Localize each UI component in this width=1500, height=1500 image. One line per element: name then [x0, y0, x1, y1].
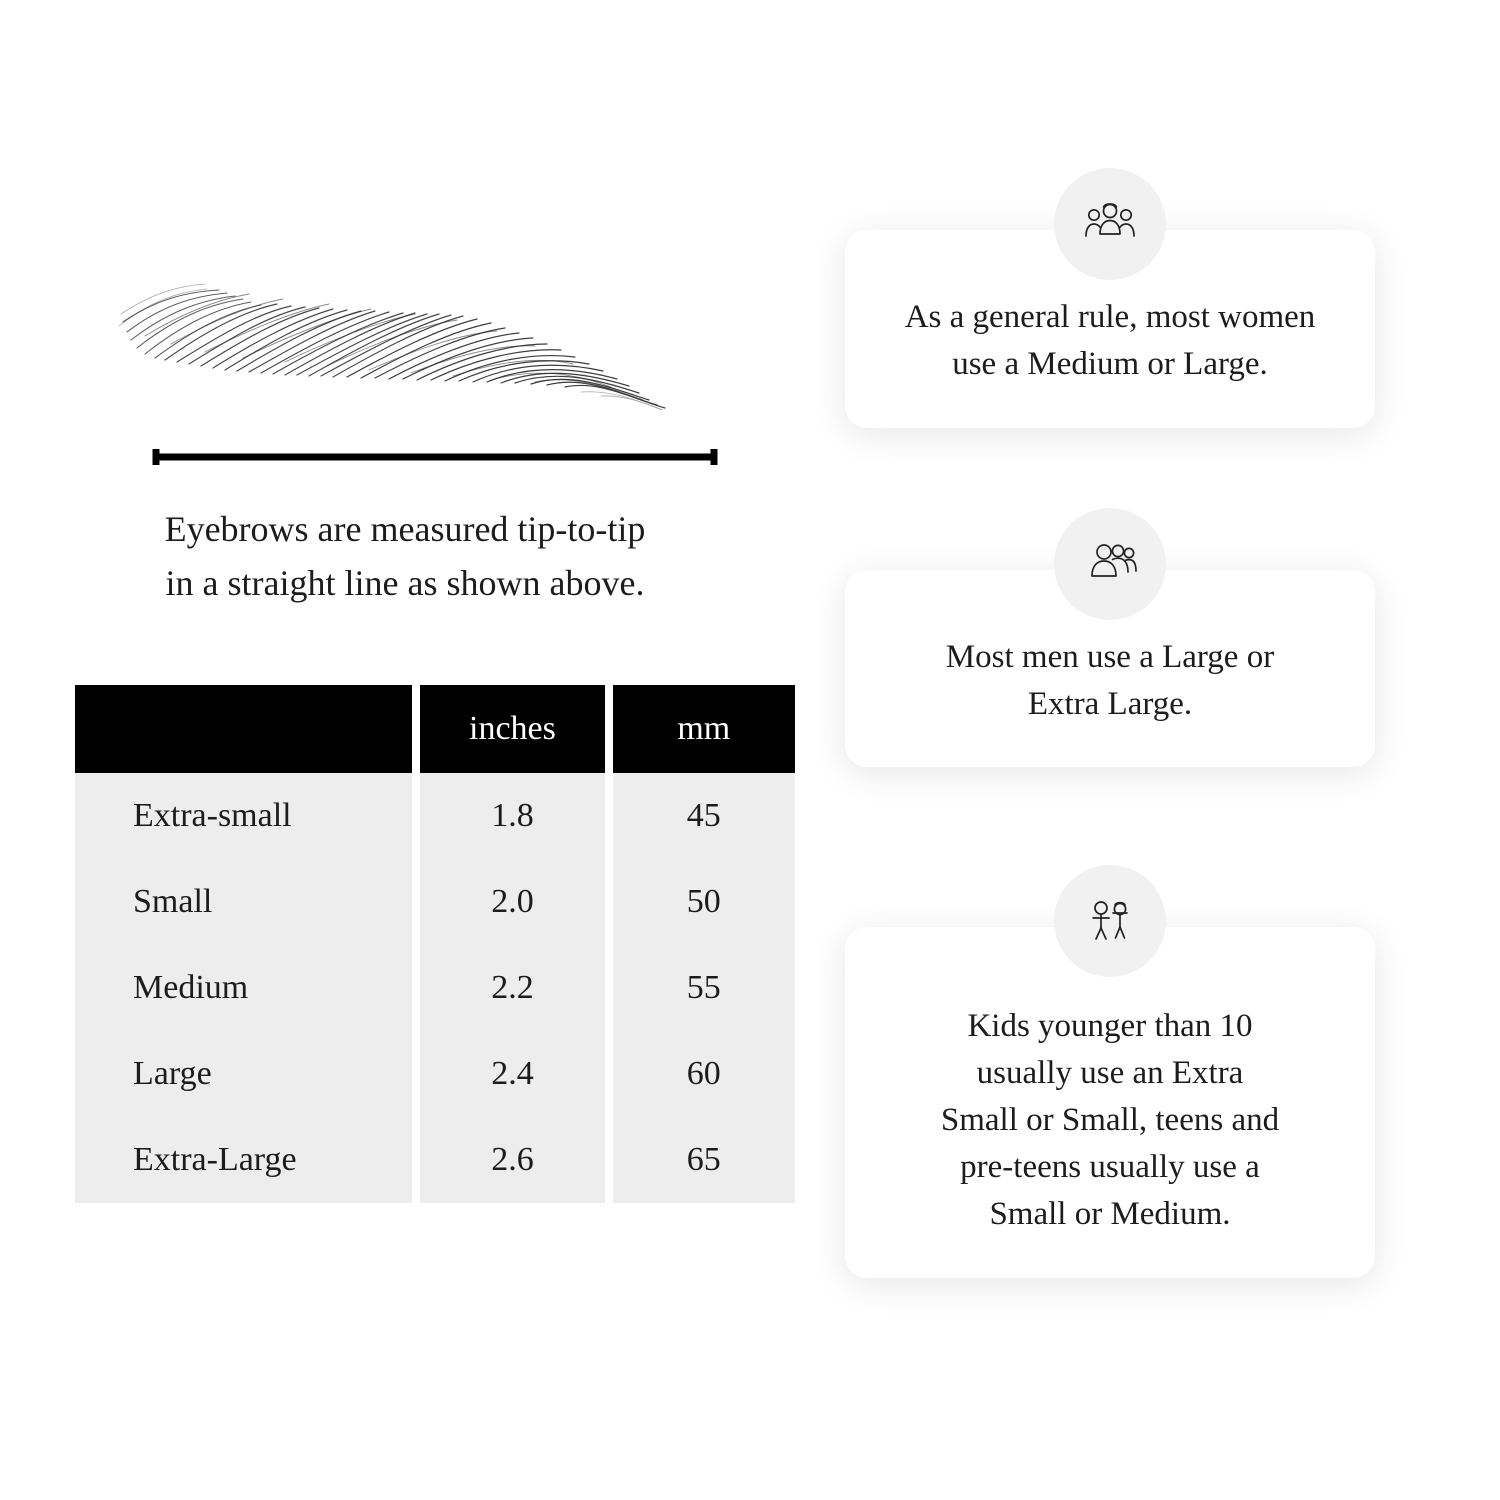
- size-inches: 2.6: [420, 1117, 612, 1203]
- size-mm: 55: [613, 945, 795, 1031]
- column-header-inches: inches: [420, 685, 612, 773]
- men-group-icon: [1054, 508, 1166, 620]
- table-body: [75, 773, 795, 1203]
- size-name: Medium: [75, 945, 420, 1031]
- size-inches: 2.0: [420, 859, 612, 945]
- note-line: Kids younger than 10: [967, 1008, 1253, 1045]
- right-column: [830, 0, 1500, 1500]
- size-mm: 50: [613, 859, 795, 945]
- kids-icon: [1054, 865, 1166, 977]
- size-mm: 60: [613, 1031, 795, 1117]
- table-row: [75, 773, 795, 859]
- note-line: Small or Small, teens and: [940, 1102, 1280, 1139]
- note-line: Most men use a Large or: [945, 638, 1275, 675]
- figure-caption: [75, 502, 735, 610]
- size-mm: 45: [613, 773, 795, 859]
- note-card-men: [845, 570, 1375, 768]
- table-row: [75, 1117, 795, 1203]
- measurement-bar: [150, 445, 720, 469]
- note-line: Small or Medium.: [989, 1195, 1231, 1232]
- table-row: [75, 945, 795, 1031]
- caption-line-1: Eyebrows are measured tip-to-tip: [164, 509, 646, 549]
- note-card-women: [845, 230, 1375, 428]
- size-name: Extra-small: [75, 773, 420, 859]
- table-header: [75, 685, 795, 773]
- women-group-icon: [1054, 168, 1166, 280]
- column-header-size: [75, 685, 420, 773]
- note-line: As a general rule, most women: [904, 299, 1316, 335]
- size-name: Extra-Large: [75, 1117, 420, 1203]
- eyebrow-figure: [75, 150, 715, 480]
- note-line: use a Medium or Large.: [952, 345, 1268, 382]
- note-line: usually use an Extra: [976, 1055, 1244, 1092]
- size-inches: 2.4: [420, 1031, 612, 1117]
- caption-line-2: in a straight line as shown above.: [165, 563, 645, 603]
- column-header-mm: mm: [613, 685, 795, 773]
- note-card-kids: [845, 927, 1375, 1277]
- table-row: [75, 859, 795, 945]
- note-line: pre-teens usually use a: [960, 1149, 1260, 1186]
- table-header-row: [75, 685, 795, 773]
- table-row: [75, 1031, 795, 1117]
- eyebrow-illustration: [115, 240, 715, 410]
- size-inches: 2.2: [420, 945, 612, 1031]
- note-line: Extra Large.: [1027, 685, 1193, 722]
- size-name: Small: [75, 859, 420, 945]
- size-chart-table: [75, 685, 795, 1203]
- size-mm: 65: [613, 1117, 795, 1203]
- size-name: Large: [75, 1031, 420, 1117]
- size-inches: 1.8: [420, 773, 612, 859]
